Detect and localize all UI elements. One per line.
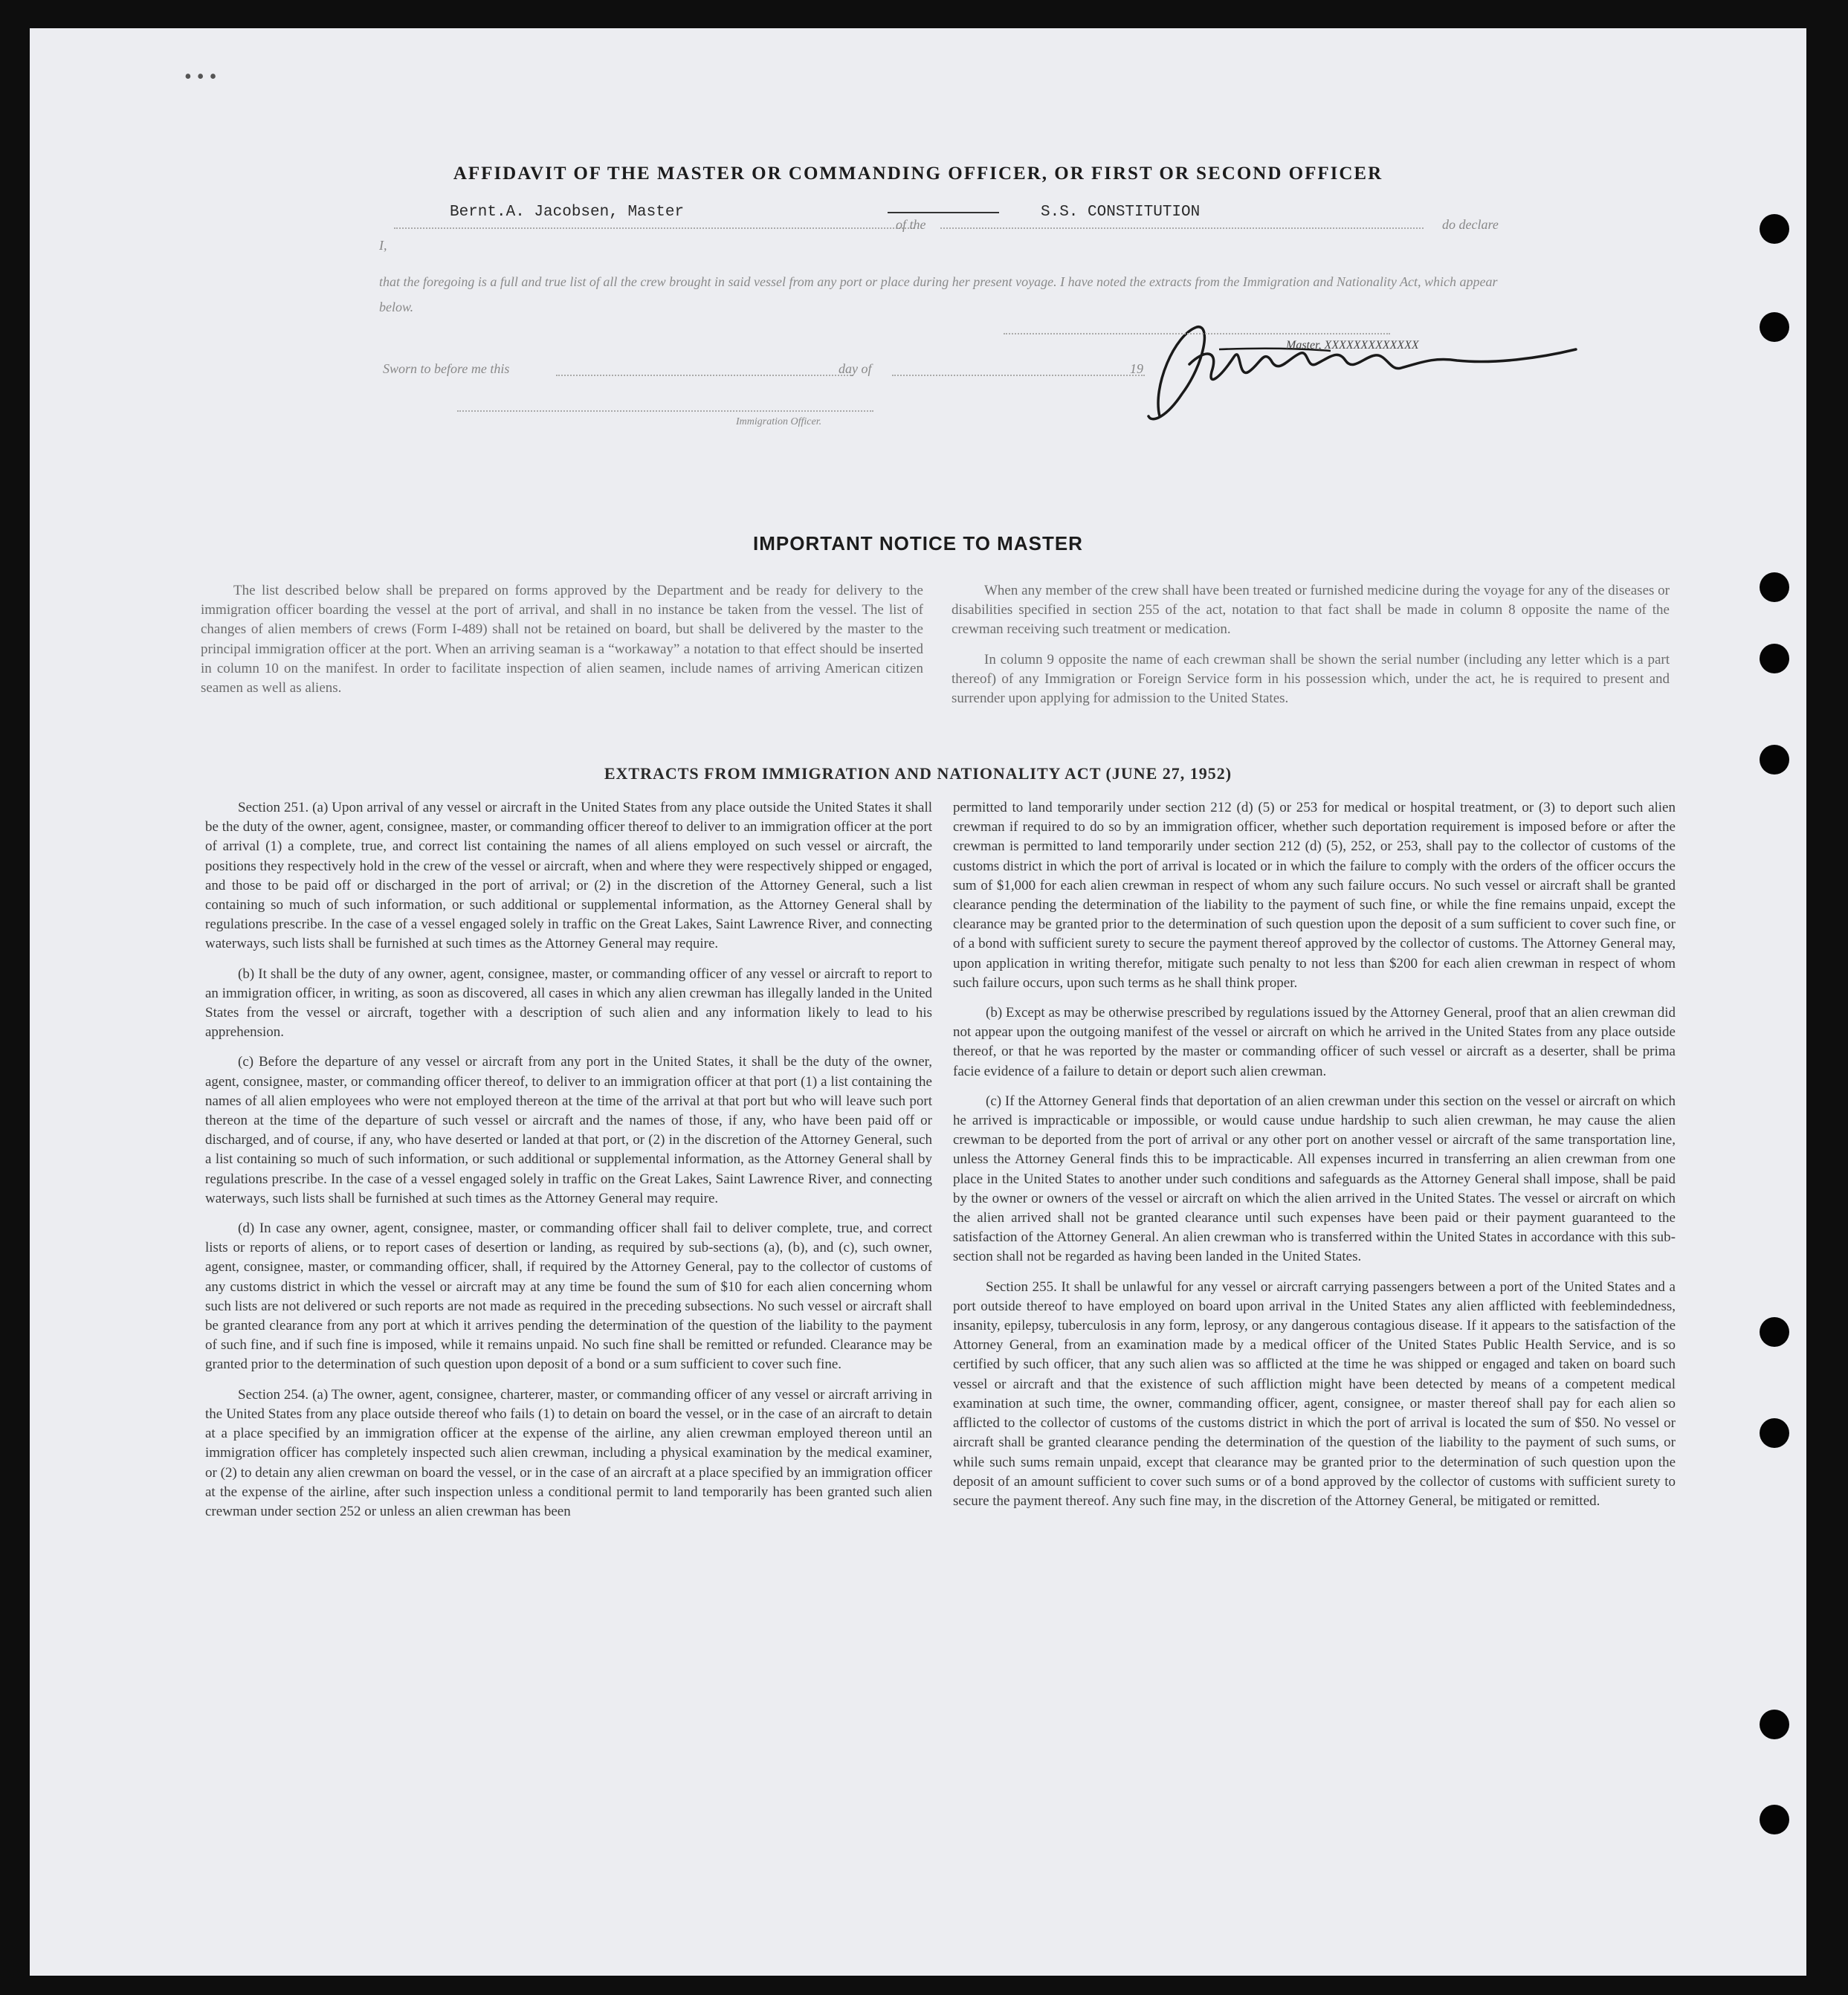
- extracts-title: EXTRACTS FROM IMMIGRATION AND NATIONALITY ACT (JUNE 27, 1952): [604, 764, 1232, 783]
- signature-caption: Master, XXXXXXXXXXXXX: [1286, 339, 1419, 352]
- scan-marks: • • •: [184, 65, 217, 88]
- of-the-label: of the: [896, 217, 926, 232]
- punch-hole: [1760, 312, 1789, 342]
- officer-signature-line: [457, 410, 873, 412]
- extract-paragraph: (c) If the Attorney General finds that deportation of an alien crewman under this section on the vessel or aircraft on which he arrived is impracticable or impossible, or would cause undue hardship to such alien crewman, he may cause the alien crewman to be deported from the port of arrival or any other port on another vessel or aircraft of the same transportation line, unless the Attorney General finds this to be impracticable. All expenses incurred in transferring an alien crewman from one place in the United States to another under such conditions and safeguards as the Attorney General shall impose, shall be paid by the owner or owners of the vessel or aircraft on which the alien arrived in the United States. The vessel or aircraft on which the alien arrived shall not be granted clearance until such expenses have been paid or their payment guaranteed to the satisfaction of the Attorney General. An alien crewman who is transferred within the United States in accordance with this sub-section shall not be regarded as having been landed in the United States.: [953, 1093, 1676, 1265]
- vessel-name-field: S.S. CONSTITUTION: [1041, 204, 1201, 221]
- notice-paragraph: In column 9 opposite the name of each crewman shall be shown the serial number (including any letter which is a part thereof) of any Immigration or Foreign Service form in his possession which, under the act, he is required to present and surrender upon applying for admission to the United States.: [952, 651, 1670, 707]
- punch-hole: [1760, 572, 1789, 602]
- day-of-label: day of: [839, 361, 872, 376]
- notice-paragraph: The list described below shall be prepared on forms approved by the Department and be ready for delivery to the immigration officer boarding the vessel at the port of arrival, and shall in no instance be taken from the vessel. The list of changes of alien members of crews (Form I-489) shall not be retained on board, but shall be delivered by the master to the principal immigration officer at the port. When an arriving seaman is a “workaway” a notation to that effect should be inserted in column 10 on the manifest. In order to facilitate inspection of alien seamen, include names of arriving American citizen seamen as well as aliens.: [201, 583, 923, 696]
- extract-paragraph: (d) In case any owner, agent, consignee, master, or commanding officer shall fail to deliver complete, true, and correct lists or reports of aliens, or to report cases of desertion or landing, as required by sub-sections (a), (b), and (c), such owner, agent, consignee, master, or commanding officer, shall, if required by the Attorney General, pay to the collector of customs of any customs district in which the vessel or aircraft may at any time be found the sum of $10 for each alien concerning whom such lists are not delivered or such reports are not made as required in the preceding subsections. No such vessel or aircraft shall be granted clearance from any port at which it arrives pending the determination of the question of the liability to the payment of such fine, and if such fine is imposed, while it remains unpaid. No such fine shall be remitted or refunded. Clearance may be granted prior to the determination of such question upon deposit of a bond or a sum sufficient to cover such fine.: [205, 1220, 932, 1373]
- signature-line: [1004, 333, 1390, 334]
- document-page: [30, 28, 1806, 1976]
- extract-paragraph: (b) Except as may be otherwise prescribed by regulations issued by the Attorney General, proof that an alien crewman did not appear upon the outgoing manifest of the vessel or aircraft on which he arrived in the United States from any place outside thereof, or that he was reported by the master or commanding officer of such vessel or aircraft as a deserter, shall be prima facie evidence of a failure to detain or deport such alien crewman.: [953, 1005, 1676, 1079]
- punch-hole: [1760, 644, 1789, 673]
- punch-hole: [1760, 1805, 1789, 1834]
- extract-paragraph: Section 251. (a) Upon arrival of any vessel or aircraft in the United States from any place outside the United States it shall be the duty of the owner, agent, consignee, master, or commanding officer thereof to deliver to an immigration officer at the port of arrival (1) a complete, true, and correct list containing the names of all aliens employed on such vessel or aircraft, the positions they respectively hold in the crew of the vessel or aircraft, when and where they were respectively shipped or engaged, and those to be paid off or discharged in the port of arrival; or (2) in the discretion of the Attorney General, such a list containing so much of such information, or such additional or supplemental information, as the Attorney General shall by regulations prescribe. In the case of a vessel engaged solely in traffic on the Great Lakes, Saint Lawrence River, and connecting waterways, such lists shall be furnished at such times as the Attorney General may require.: [205, 800, 932, 952]
- sworn-day-line: [556, 375, 853, 376]
- extract-paragraph: Section 255. It shall be unlawful for any vessel or aircraft carrying passengers between a port of the United States and a port outside thereof to have employed on board upon arrival in the United States any alien afflicted with feeblemindedness, insanity, epilepsy, tuberculosis in any form, leprosy, or any dangerous contagious disease. If it appears to the satisfaction of the Attorney General, from an examination made by a medical officer of the United States Public Health Service, and is so certified by such officer, that any such alien was so afflicted at the time he was shipped or engaged and taken on board such vessel or aircraft and that the existence of such affliction might have been detected by means of a competent medical examination at such time, the owner, commanding officer, agent, consignee, or master thereof shall pay for each alien so afflicted to the collector of customs of the customs district in which the port of arrival is located the sum of $50. No vessel or aircraft shall be granted clearance pending the determination of the question of the liability to the payment of such sums, or while such sums remain unpaid, except that clearance may be granted prior to the determination of such question upon the deposit of an amount sufficient to cover such sums or of a bond approved by the collector of customs with sufficient surety to secure the payment thereof. Any such fine may, in the discretion of the Attorney General, be mitigated or remitted.: [953, 1278, 1676, 1509]
- title-divider: [888, 212, 999, 213]
- master-signature: [1108, 305, 1583, 439]
- officer-caption: Immigration Officer.: [736, 416, 822, 427]
- affidavit-prefix: I,: [379, 238, 387, 253]
- punch-hole: [1760, 1710, 1789, 1739]
- sworn-month-line: [892, 375, 1145, 376]
- extract-paragraph: Section 254. (a) The owner, agent, consignee, charterer, master, or commanding officer of any vessel or aircraft arriving in the United States from any place outside thereof who fails (1) to detain on board the vessel, or in the case of an aircraft to detain at a place specified by an immigration officer at the expense of the airline, any alien crewman employed thereon until an immigration officer has completely inspected such alien crewman, including a physical examination by the medical examiner, or (2) to detain any alien crewman on board the vessel, or in the case of an aircraft at a place specified by an immigration officer at the expense of the airline, after such inspection unless a conditional permit to land temporarily has been granted such alien crewman under section 252 or unless an alien crewman has been: [205, 1386, 932, 1519]
- extract-paragraph: (b) It shall be the duty of any owner, agent, consignee, master, or commanding officer of any vessel or aircraft to report to an immigration officer, in writing, as soon as discovered, all cases in which any alien crewman has illegally landed in the United States from the vessel or aircraft, together with a description of such alien and any information likely to lead to his apprehension.: [205, 966, 932, 1041]
- punch-hole: [1760, 1317, 1789, 1347]
- vessel-name-line: [940, 227, 1424, 229]
- extracts-right-column: [953, 798, 1676, 1522]
- extracts-left-column: [205, 798, 932, 1532]
- declaration-text: that the foregoing is a full and true list of all the crew brought in said vessel from any port or place during her present voyage. I have noted the extracts from the Immigration and Nationality Act, which appear below.: [379, 274, 1498, 314]
- extract-paragraph: permitted to land temporarily under section 212 (d) (5) or 253 for medical or hospital treatment, or (3) to deport such alien crewman if required to do so by an immigration officer, whether such deportation requirement is imposed before or after the crewman is permitted to land temporarily under section 212 (d) (5), 252, or 253, shall pay to the collector of customs of the customs district in which the port of arrival is located or in which the failure to comply with the orders of the officer occurs the sum of $1,000 for each alien crewman in respect of whom any such failure occurs. No such vessel or aircraft shall be granted clearance pending the determination of the liability to the payment of such fine, or while the fine remains unpaid, except the clearance may be granted prior to the determination of such question upon the deposit of a sum sufficient to cover such fine, or of a bond with sufficient surety to secure the payment thereof approved by the collector of customs. The Attorney General may, upon application in writing therefor, mitigate such penalty to not less than $200 for each alien crewman in respect of whom such failure occurs, upon such terms as he shall think proper.: [953, 800, 1676, 991]
- do-declare-label: do declare: [1442, 217, 1499, 232]
- notice-title: IMPORTANT NOTICE TO MASTER: [753, 532, 1083, 554]
- year-label: 19: [1130, 361, 1143, 376]
- punch-hole: [1760, 214, 1789, 244]
- master-name-line: [394, 227, 914, 229]
- notice-right-column: [952, 581, 1670, 719]
- sworn-label: Sworn to before me this: [383, 361, 510, 376]
- extract-paragraph: (c) Before the departure of any vessel or aircraft from any port in the United States, it shall be the duty of the owner, agent, consignee, master, or commanding officer thereof, to deliver to an immigration officer at that port (1) a list containing the names of all alien employees who were not employed thereon at the time of the arrival at that port but who will leave such port thereon at the time of the departure of such vessel or aircraft and the names of those, if any, who have been paid off or discharged, and of course, if any, who have deserted or landed at that port, or (2) in the discretion of the Attorney General, such a list containing so much of such information, or such additional or supplemental information, as the Attorney General shall by regulations prescribe. In the case of a vessel engaged solely in traffic on the Great Lakes, Saint Lawrence River, and connecting waterways, such lists shall be furnished at such times as the Attorney General may require.: [205, 1054, 932, 1206]
- master-name-field: Bernt.A. Jacobsen, Master: [450, 204, 685, 221]
- notice-paragraph: When any member of the crew shall have been treated or furnished medicine during the voyage for any of the diseases or disabilities specified in section 255 of the act, notation to that fact shall be made in column 8 opposite the name of the crewman receiving such treatment or medication.: [952, 583, 1670, 638]
- punch-hole: [1760, 1418, 1789, 1448]
- notice-left-column: [201, 581, 923, 708]
- affidavit-title: AFFIDAVIT OF THE MASTER OR COMMANDING OFFICER, OR FIRST OR SECOND OFFICER: [453, 164, 1383, 184]
